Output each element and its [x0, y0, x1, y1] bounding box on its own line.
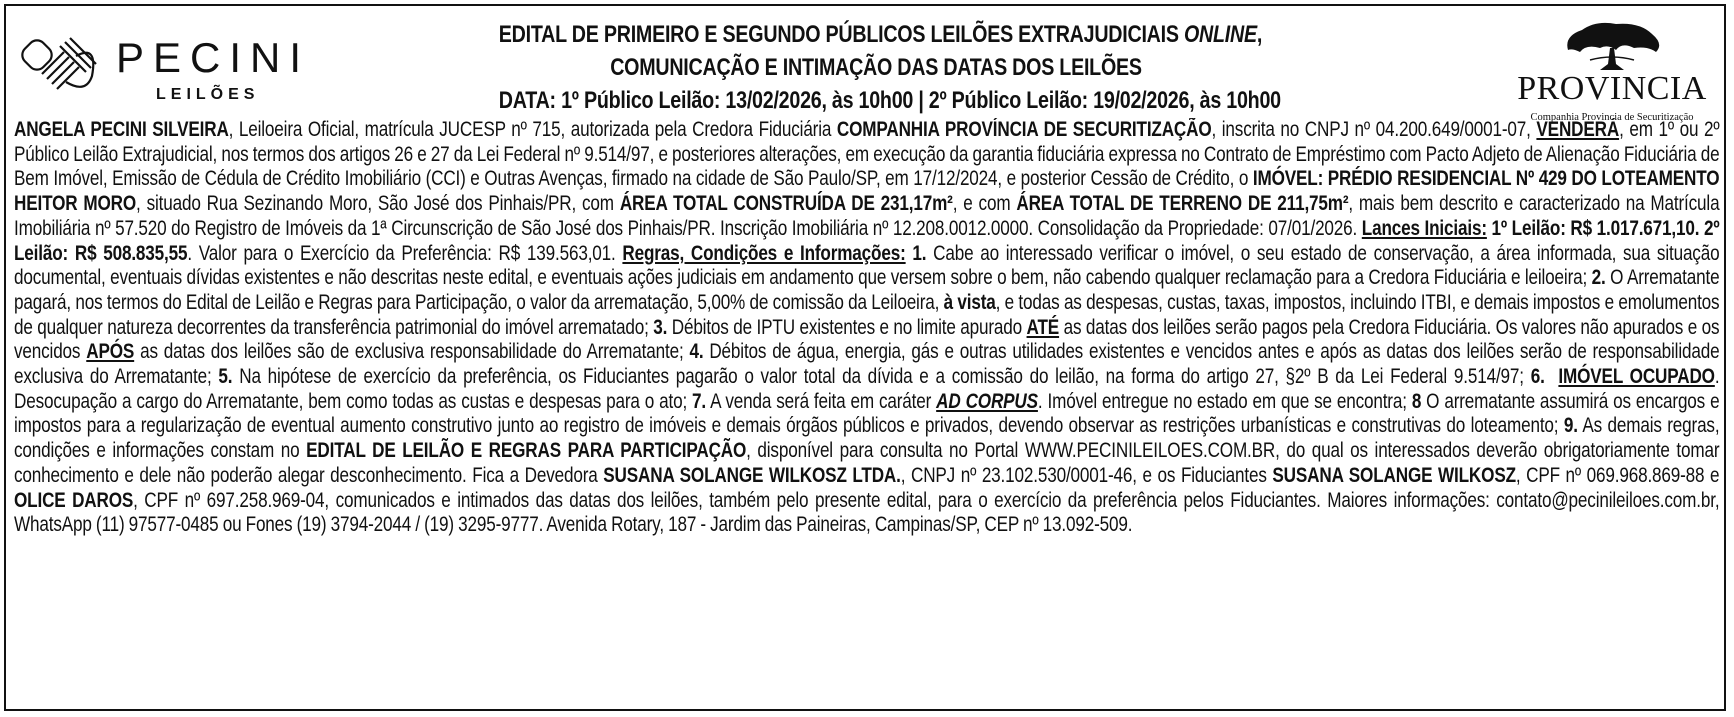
occupied-notice: IMÓVEL OCUPADO: [1558, 365, 1715, 389]
creditor-name: COMPANHIA PROVÍNCIA DE SECURITIZAÇÃO: [836, 118, 1212, 141]
initial-bids-values: 1º Leilão: R$ 1.017.671,10. 2º Leilão: R$ 508.835,55: [14, 216, 1720, 265]
pecini-subtitle: LEILÕES: [156, 86, 260, 103]
provincia-name: PROVINCIA: [1517, 70, 1707, 107]
title-line-2: COMUNICAÇÃO E INTIMAÇÃO DAS DATAS DOS LEILÕES: [610, 54, 1142, 81]
pecini-name: PECINI: [116, 34, 311, 81]
notice-body: ANGELA PECINI SILVEIRA, Leiloeira Oficial, matrícula JUCESP nº 715, autorizada pela Credora Fiduciária COMPANHIA PROVÍNCIA DE SECURITIZAÇÃO, inscrita no CNPJ nº 04.200.649/0001-07, VENDERÁ, em 1º ou 2º Público Leilão Extrajudicial, nos termos dos artigos 26 e 27 da Lei Federal nº 9.514/97, e posteriores alterações, em execução da garantia fiduciária expressa no Contrato de Empréstimo com Pacto Adjeto de Alienação Fiduciária de Bem Imóvel, Emissão de Cédula de Crédito Imobiliário (CCI) e Outras Avenças, firmado na cidade de São Paulo/SP, em 17/12/2024, e posterior Cessão de Crédito, o IMÓVEL: PRÉDIO RESIDENCIAL Nº 429 DO LOTEAMENTO HEITOR MORO, situado Rua Sezinando Moro, São José dos Pinhais/PR, com ÁREA TOTAL CONSTRUÍDA DE 231,17m², e com ÁREA TOTAL DE TERRENO DE 211,75m², mais bem descrito e caracterizado na Matrícula Imobiliária nº 57.520 do Registro de Imóveis da 1ª Circunscrição de São José dos Pinhais/PR. Inscrição Imobiliária nº 12.208.0012.0000. Consolidação da Propriedade: 07/01/2026. Lances Iniciais: 1º Leilão: R$ 1.017.671,10. 2º Leilão: R$ 508.835,55. Valor para o Exercício da Preferência: R$ 139.563,01. Regras, Condições e Informações: 1. Cabe ao interessado verificar o imóvel, o seu estado de conservação, a área informada, sua situação documental, eventuais dívidas existentes e não descritas neste edital, e eventuais ações judiciais em andamento que versem sobre o bem, não cabendo qualquer reclamação para a Credora Fiduciária e leiloeira; 2. O Arrematante pagará, nos termos do Edital de Leilão e Regras para Participação, o valor da arrematação, 5,00% de comissão da Leiloeira, à vista, e todas as despesas, custas, taxas, impostos, incluindo ITBI, e demais impostos e emolumentos de qualquer natureza decorrentes da transferência patrimonial do imóvel arrematado; 3. Débitos de IPTU existentes e no limite apurado ATÉ as datas dos leilões serão pagos pela Credora Fiduciária. Os valores não apurados e os vencidos APÓS as datas dos leilões são de exclusiva responsabilidade do Arrematante; 4. Débitos de água, energia, gás e outras utilidades existentes e vencidos antes e após as datas dos leilões serão de responsabilidade exclusiva do Arrematante; 5. Na hipótese de exercício da preferência, os Fiduciantes pagarão o valor total da dívida e a comissão do leilão, na forma do artigo 27, §2º B da Lei Federal 9.514/97; 6. IMÓVEL OCUPADO. Desocupação a cargo do Arrematante, bem como todas as custas e despesas para o ato; 7. A venda será feita em caráter AD CORPUS. Imóvel entregue no estado em que se encontra; 8 O arrematante assumirá os encargos e impostos para a regularização de eventual aumento construtivo junto ao registro de imóveis e demais órgãos públicos e privados, devendo observar as restrições urbanísticas e construtivas do loteamento; 9. As demais regras, condições e informações constam no EDITAL DE LEILÃO E REGRAS PARA PARTICIPAÇÃO, disponível para consulta no Portal WWW.PECINILEILOES.COM.BR, do qual os interessados deverão obrigatoriamente tomar conhecimento e dele não poderão alegar desconhecimento. Fica a Devedora SUSANA SOLANGE WILKOSZ LTDA., CNPJ nº 23.102.530/0001-46, e os Fiduciantes SUSANA SOLANGE WILKOSZ, CPF nº 069.968.869-88 e OLICE DAROS, CPF nº 697.258.969-04, comunicados e intimados das datas dos leilões, também pelo presente edital, para o exercício da preferência pelos Fiduciantes. Maiores informações: contato@pecinileiloes.com.br, WhatsApp (11) 97577-0485 ou Fones (19) 3794-2044 / (19) 3295-9777. Avenida Rotary, 187 - Jardim das Paineiras, Campinas/SP, CEP nº 13.092-509.: [14, 118, 1720, 537]
property-title: IMÓVEL: PRÉDIO RESIDENCIAL Nº 429 DO LOTEAMENTO HEITOR MORO: [14, 167, 1720, 216]
notice-frame: [4, 4, 1726, 711]
debtor-name: SUSANA SOLANGE WILKOSZ LTDA.: [603, 463, 901, 487]
rules-label: Regras, Condições e Informações:: [622, 241, 906, 265]
title-line-3: DATA: 1º Público Leilão: 13/02/2026, às 10h00 | 2º Público Leilão: 19/02/2026, às 10h00: [498, 87, 1281, 114]
header: [6, 6, 1724, 123]
pecini-logo: [16, 34, 311, 104]
tree-icon: [1560, 20, 1664, 72]
initial-bids-label: Lances Iniciais:: [1361, 216, 1487, 240]
pecini-mark-icon: [16, 36, 102, 92]
provincia-logo: [1502, 20, 1722, 123]
notice-title: [498, 18, 1281, 117]
auctioneer-name: ANGELA PECINI SILVEIRA: [14, 118, 229, 141]
provincia-subtitle: Companhia Provincia de Securitização: [1530, 112, 1694, 123]
title-line-1: EDITAL DE PRIMEIRO E SEGUNDO PÚBLICOS LEILÕES EXTRAJUDICIAIS ONLINE,: [498, 21, 1263, 48]
